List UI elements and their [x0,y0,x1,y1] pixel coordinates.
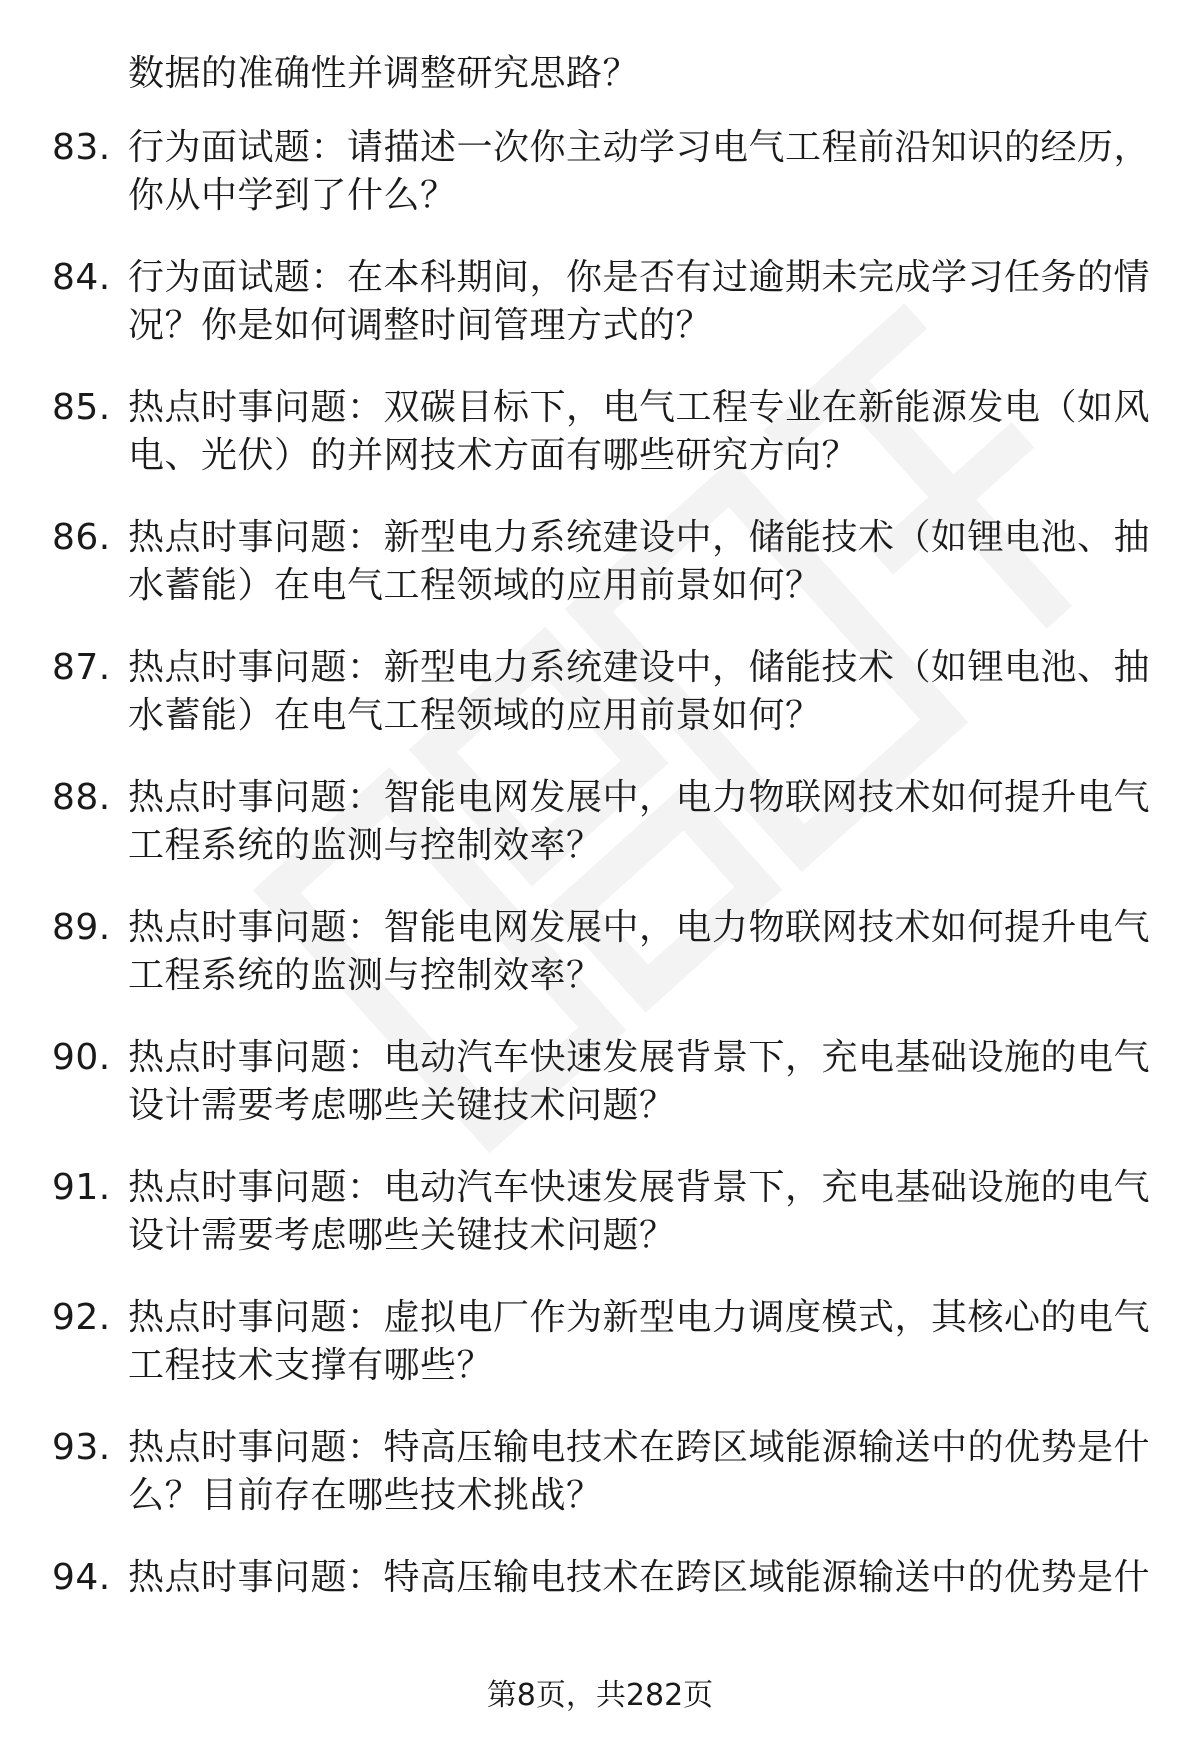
question-number: 93. [52,1427,111,1468]
question-number: 84. [52,257,111,298]
continued-question-text: 数据的准确性并调整研究思路？ [128,53,640,94]
question-number: 91. [52,1167,111,1208]
question-number: 87. [52,647,111,688]
question-text-line: 热点时事问题：智能电网发展中，电力物联网技术如何提升电气 [128,907,1151,948]
question-text-line: 行为面试题：请描述一次你主动学习电气工程前沿知识的经历， [128,127,1151,168]
question-text-line: 热点时事问题：智能电网发展中，电力物联网技术如何提升电气 [128,777,1151,818]
question-number: 83. [52,127,111,168]
question-text-line: 热点时事问题：虚拟电厂作为新型电力调度模式，其核心的电气 [128,1297,1151,1338]
question-text-line: 况？你是如何调整时间管理方式的？ [128,305,713,346]
question-number: 86. [52,517,111,558]
question-text-line: 热点时事问题：电动汽车快速发展背景下，充电基础设施的电气 [128,1037,1151,1078]
question-text-line: 水蓄能）在电气工程领域的应用前景如何？ [128,695,822,736]
question-number: 88. [52,777,111,818]
question-text-line: 你从中学到了什么？ [128,175,457,216]
question-number: 85. [52,387,111,428]
question-text-line: 热点时事问题：特高压输电技术在跨区域能源输送中的优势是什 [128,1557,1151,1598]
question-number: 89. [52,907,111,948]
question-number: 90. [52,1037,111,1078]
question-text-line: 么？目前存在哪些技术挑战？ [128,1475,603,1516]
question-text-line: 设计需要考虑哪些关键技术问题？ [128,1085,676,1126]
question-text-line: 热点时事问题：新型电力系统建设中，储能技术（如锂电池、抽 [128,647,1151,688]
question-number: 94. [52,1557,111,1598]
question-text-line: 工程技术支撑有哪些？ [128,1345,494,1386]
question-text-line: 行为面试题：在本科期间，你是否有过逾期未完成学习任务的情 [128,257,1151,298]
question-number: 92. [52,1297,111,1338]
question-text-line: 热点时事问题：电动汽车快速发展背景下，充电基础设施的电气 [128,1167,1151,1208]
question-text-line: 工程系统的监测与控制效率？ [128,825,603,866]
question-text-line: 工程系统的监测与控制效率？ [128,955,603,996]
question-text-line: 热点时事问题：新型电力系统建设中，储能技术（如锂电池、抽 [128,517,1151,558]
question-text-line: 设计需要考虑哪些关键技术问题？ [128,1215,676,1256]
question-text-line: 热点时事问题：特高压输电技术在跨区域能源输送中的优势是什 [128,1427,1151,1468]
question-text-line: 水蓄能）在电气工程领域的应用前景如何？ [128,565,822,606]
page-footer: 第8页，共282页 [486,1678,714,1713]
question-text-line: 热点时事问题：双碳目标下，电气工程专业在新能源发电（如风 [128,387,1151,428]
question-text-line: 电、光伏）的并网技术方面有哪些研究方向？ [128,435,859,476]
